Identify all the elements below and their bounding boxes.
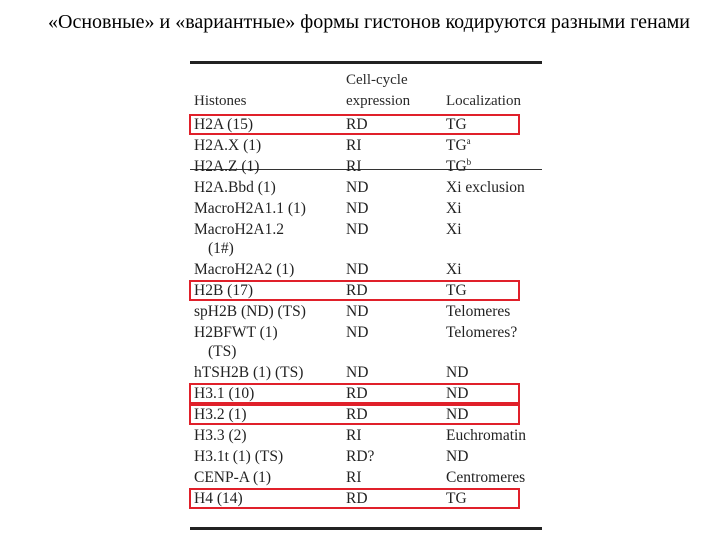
cell-cycle-expression: RD — [346, 282, 368, 299]
table-row — [190, 362, 542, 383]
histone-name: H3.2 (1) — [194, 406, 247, 423]
histone-name: MacroH2A2 (1) — [194, 261, 295, 278]
localization — [446, 446, 468, 467]
cell-cycle-expression: RD — [346, 406, 368, 423]
histone-name: MacroH2A1.1 (1) — [194, 200, 306, 217]
cell-cycle-expression: RD? — [346, 448, 375, 465]
header-cell-cycle: Cell-cycle — [346, 72, 408, 88]
cell-cycle-expression: RD — [346, 116, 368, 133]
localization-text: ND — [446, 448, 469, 465]
histone-name: MacroH2A1.2 — [194, 221, 284, 238]
histone-name: spH2B (ND) (TS) — [194, 303, 306, 320]
histone-name: H2A.X (1) — [194, 137, 262, 154]
footnote-marker: a — [466, 135, 471, 146]
localization-text: TG — [446, 282, 467, 299]
table-row — [190, 322, 542, 343]
localization-text: ND — [446, 364, 469, 381]
histone-name: H2BFWT (1) — [194, 324, 278, 341]
histone-name: H2A.Z (1) — [194, 158, 260, 175]
cell-cycle-expression: RD — [346, 490, 368, 507]
localization — [446, 177, 525, 198]
localization — [446, 198, 462, 219]
cell-cycle-expression: ND — [346, 200, 369, 217]
table-row — [190, 198, 542, 219]
histone-name: H2A (15) — [194, 116, 253, 133]
localization-text: TG — [446, 490, 467, 507]
table-row — [190, 177, 542, 198]
localization — [446, 467, 525, 488]
cell-cycle-expression: ND — [346, 221, 369, 238]
cell-cycle-expression: ND — [346, 364, 369, 381]
localization-text: TG — [446, 158, 467, 175]
histone-name: H4 (14) — [194, 490, 243, 507]
localization — [446, 259, 462, 280]
slide-title: «Основные» и «вариантные» формы гистонов кодируются разными генами — [48, 11, 690, 33]
cell-cycle-expression: RI — [346, 137, 362, 154]
localization-text: Telomeres? — [446, 324, 518, 341]
table-top-rule — [190, 61, 542, 64]
table-bottom-rule — [190, 527, 542, 530]
highlight-box — [189, 404, 520, 425]
table-row — [190, 135, 542, 156]
highlight-box — [189, 383, 520, 404]
histone-name: H2B (17) — [194, 282, 253, 299]
localization-text: Telomeres — [446, 303, 511, 320]
table-row — [190, 301, 542, 322]
cell-cycle-expression: RI — [346, 427, 362, 444]
header-expression: expression — [346, 93, 411, 109]
localization-text: Xi — [446, 200, 462, 217]
cell-cycle-expression: ND — [346, 179, 369, 196]
table-row — [190, 467, 542, 488]
footnote-marker: b — [466, 156, 472, 167]
localization-text: TG — [446, 137, 467, 154]
localization-text: ND — [446, 406, 469, 423]
localization-text: Xi exclusion — [446, 179, 525, 196]
cell-cycle-expression: ND — [346, 303, 369, 320]
localization — [446, 425, 526, 446]
header-histones: Histones — [194, 93, 247, 109]
table-row — [190, 446, 542, 467]
localization-text: TG — [446, 116, 467, 133]
histone-name: hTSH2B (1) (TS) — [194, 364, 304, 381]
table-row — [190, 156, 542, 177]
histone-name-continuation: (1#) — [208, 240, 234, 257]
cell-cycle-expression: RD — [346, 385, 368, 402]
histone-name: H3.1t (1) (TS) — [194, 448, 284, 465]
localization-text: ND — [446, 385, 469, 402]
cell-cycle-expression: RI — [346, 158, 362, 175]
localization — [446, 322, 517, 343]
histone-name: H3.1 (10) — [194, 385, 255, 402]
cell-cycle-expression: ND — [346, 324, 369, 341]
highlight-box — [189, 280, 520, 301]
table-row — [190, 425, 542, 446]
localization-text: Euchromatin — [446, 427, 527, 444]
localization — [446, 135, 471, 156]
localization — [446, 156, 471, 177]
table-row — [190, 259, 542, 280]
localization — [446, 301, 510, 322]
cell-cycle-expression: ND — [346, 261, 369, 278]
localization-text: Xi — [446, 221, 462, 238]
histone-name: H2A.Bbd (1) — [194, 179, 276, 196]
header-localization: Localization — [446, 93, 521, 109]
localization — [446, 219, 462, 240]
histone-name: H3.3 (2) — [194, 427, 247, 444]
highlight-box — [189, 114, 520, 135]
histone-name: CENP-A (1) — [194, 469, 272, 486]
cell-cycle-expression: RI — [346, 469, 362, 486]
localization — [446, 362, 468, 383]
localization-text: Xi — [446, 261, 462, 278]
table-row — [190, 219, 542, 240]
highlight-box — [189, 488, 520, 509]
histone-name-continuation: (TS) — [208, 343, 237, 360]
localization-text: Centromeres — [446, 469, 526, 486]
